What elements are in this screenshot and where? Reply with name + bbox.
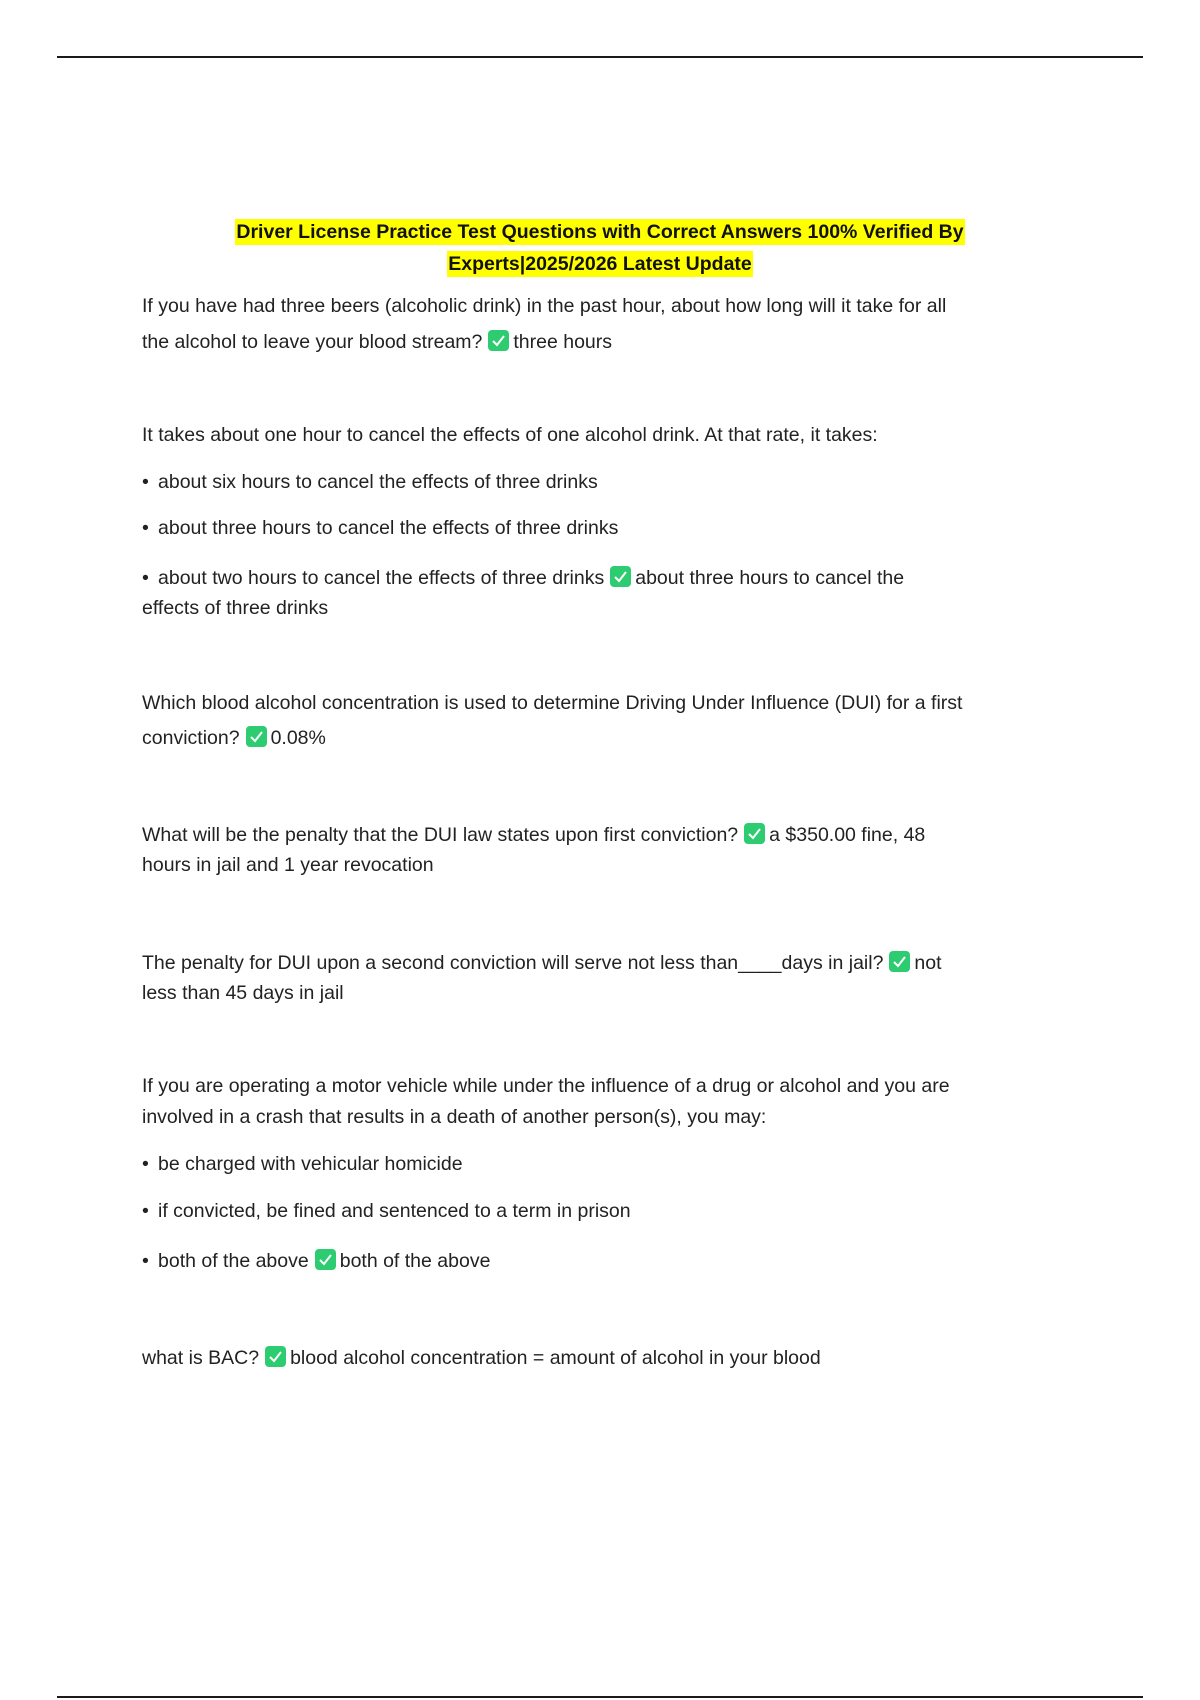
- q6-option-1: [142, 1153, 463, 1176]
- q2-answer-part-2: effects of three drinks: [142, 597, 329, 619]
- check-icon: [889, 951, 910, 972]
- title-line-2: Experts|2025/2026 Latest Update: [448, 253, 752, 275]
- check-icon: [488, 330, 509, 351]
- q6-answer: both of the above: [339, 1250, 491, 1272]
- bullet: •: [142, 517, 149, 539]
- q1-line-2: [142, 330, 612, 354]
- q3-line-2: [142, 726, 326, 750]
- q7-answer: blood alcohol concentration = amount of alcohol in your blood: [290, 1347, 821, 1369]
- bullet: •: [142, 471, 149, 493]
- q5-line-1: [142, 951, 942, 975]
- q5-answer-part-1: not: [914, 952, 942, 974]
- bullet: •: [142, 1200, 149, 1222]
- q7-line-1: [142, 1346, 821, 1370]
- check-icon: [315, 1249, 336, 1270]
- q6-line-1: If you are operating a motor vehicle while under the influence of a drug or alcohol and you are: [142, 1075, 950, 1097]
- q2-option-3: [142, 566, 904, 590]
- q2-option-3-text: about two hours to cancel the effects of three drinks: [158, 567, 605, 589]
- q1-line-1: If you have had three beers (alcoholic drink) in the past hour, about how long will it take for all: [142, 295, 947, 317]
- q2-option-1: [142, 471, 598, 494]
- q6-line-2: involved in a crash that results in a death of another person(s), you may:: [142, 1106, 767, 1128]
- check-icon: [744, 823, 765, 844]
- q7-question: what is BAC?: [142, 1347, 260, 1369]
- bullet: •: [142, 567, 149, 589]
- q2-stem: It takes about one hour to cancel the effects of one alcohol drink. At that rate, it takes:: [142, 424, 878, 446]
- q5-answer-part-2: less than 45 days in jail: [142, 982, 344, 1004]
- q4-answer-part-2: hours in jail and 1 year revocation: [142, 854, 434, 876]
- q3-answer: 0.08%: [270, 727, 326, 749]
- q6-option-3: [142, 1249, 490, 1273]
- q6-option-2-text: if convicted, be fined and sentenced to a term in prison: [158, 1200, 631, 1222]
- q6-option-2: [142, 1200, 631, 1223]
- q6-option-1-text: be charged with vehicular homicide: [158, 1153, 463, 1175]
- bullet: •: [142, 1250, 149, 1272]
- q4-line-1: [142, 823, 925, 847]
- check-icon: [246, 726, 267, 747]
- bullet: •: [142, 1153, 149, 1175]
- q2-option-2-text: about three hours to cancel the effects of three drinks: [158, 517, 619, 539]
- q5-question: The penalty for DUI upon a second conviction will serve not less than____days in jail?: [142, 952, 884, 974]
- check-icon: [610, 566, 631, 587]
- header-rule: [57, 56, 1143, 58]
- q3-question-end: conviction?: [142, 727, 240, 749]
- q1-answer: three hours: [513, 331, 613, 353]
- title-line-1: Driver License Practice Test Questions with Correct Answers 100% Verified By: [236, 221, 964, 243]
- q2-option-1-text: about six hours to cancel the effects of three drinks: [158, 471, 598, 493]
- check-icon: [265, 1346, 286, 1367]
- q2-answer-part-1: about three hours to cancel the: [635, 567, 905, 589]
- q1-question-end: the alcohol to leave your blood stream?: [142, 331, 483, 353]
- q4-answer-part-1: a $350.00 fine, 48: [769, 824, 926, 846]
- document-title: [150, 216, 1050, 280]
- q4-question: What will be the penalty that the DUI law states upon first conviction?: [142, 824, 739, 846]
- q3-line-1: Which blood alcohol concentration is used to determine Driving Under Influence (DUI) for a first: [142, 692, 963, 714]
- footer-rule: [57, 1696, 1143, 1698]
- q2-option-2: [142, 517, 618, 540]
- q6-option-3-text: both of the above: [158, 1250, 309, 1272]
